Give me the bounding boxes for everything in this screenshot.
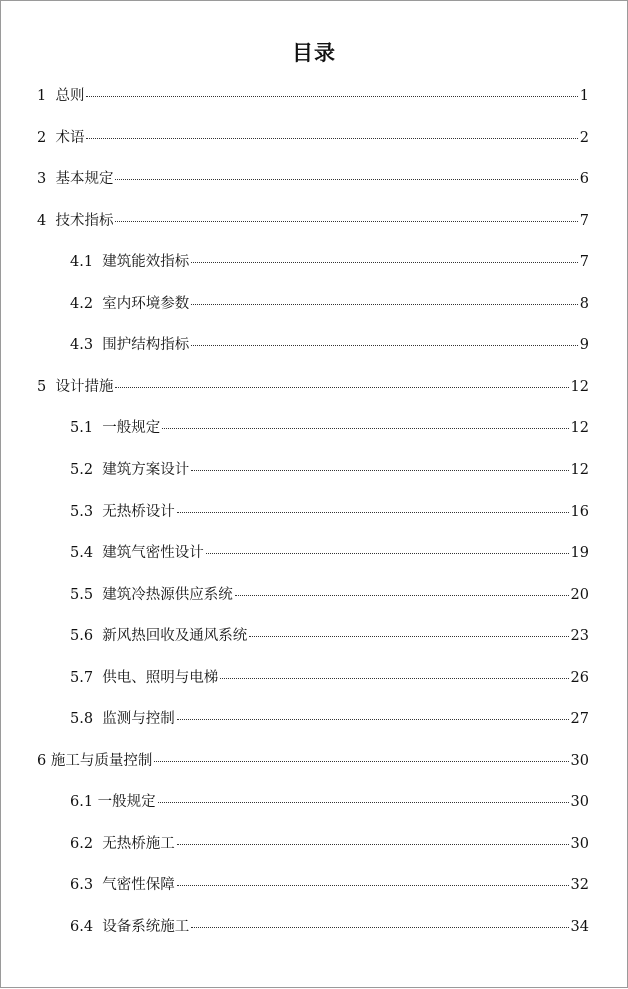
toc-dot-leader <box>206 553 569 554</box>
toc-entry-number: 6.4 <box>70 919 94 935</box>
toc-entry[interactable] <box>37 86 589 106</box>
toc-dot-leader <box>177 885 569 886</box>
toc-entry-page-number: 7 <box>579 254 589 271</box>
toc-entry-number: 5.3 <box>70 503 94 520</box>
toc-dot-leader <box>177 844 569 845</box>
toc-dot-leader <box>191 345 577 346</box>
toc-entry-label: 新风热回收及通风系统 <box>102 628 248 645</box>
toc-entry-spacer <box>93 917 102 937</box>
toc-entry-number: 1 <box>37 88 47 104</box>
toc-dot-leader <box>191 304 577 305</box>
toc-entry-label: 建筑能效指标 <box>102 254 190 271</box>
toc-entry-label: 基本规定 <box>55 171 114 188</box>
toc-entry-number: 6 <box>37 752 47 769</box>
toc-entry-number: 6.2 <box>70 835 94 852</box>
toc-entry-number: 6.1 <box>70 794 94 811</box>
table-of-contents <box>1 1 628 989</box>
toc-entry-page-number: 27 <box>570 711 589 728</box>
toc-entry-page-number: 2 <box>579 129 589 146</box>
toc-entry-spacer <box>93 252 102 272</box>
toc-entry-number: 5.6 <box>70 628 94 645</box>
toc-entry-label: 气密性保障 <box>102 877 175 894</box>
toc-entry-spacer <box>93 709 102 729</box>
toc-entry-spacer <box>93 502 102 522</box>
toc-entry-number: 5.1 <box>70 420 94 437</box>
toc-entry-label: 无热桥设计 <box>102 503 175 520</box>
toc-entry-number: 5.8 <box>70 711 94 728</box>
toc-entry-page-number: 23 <box>570 628 589 645</box>
toc-entry-page-number: 20 <box>570 586 589 603</box>
toc-entry[interactable] <box>37 211 589 231</box>
toc-entry-page-number: 1 <box>579 88 589 104</box>
toc-entry-label: 建筑气密性设计 <box>102 545 204 561</box>
toc-entry-number: 4.2 <box>70 295 94 312</box>
toc-entry-number: 2 <box>37 129 47 146</box>
toc-dot-leader <box>115 221 577 222</box>
toc-dot-leader <box>249 636 568 637</box>
toc-entry-spacer <box>93 834 102 854</box>
toc-dot-leader <box>115 179 577 180</box>
toc-dot-leader <box>177 512 569 513</box>
toc-dot-leader <box>220 678 568 679</box>
toc-dot-leader <box>158 802 569 803</box>
toc-entry[interactable] <box>70 460 589 480</box>
toc-entry-label: 供电、照明与电梯 <box>102 669 219 686</box>
toc-entry-number: 5 <box>37 378 47 395</box>
toc-entry-label: 设计措施 <box>55 378 114 395</box>
toc-entry-label: 监测与控制 <box>102 711 175 728</box>
toc-entry-label: 一般规定 <box>102 420 161 437</box>
toc-entry-page-number: 12 <box>570 378 589 395</box>
toc-entry-spacer <box>93 460 102 480</box>
toc-entry[interactable] <box>70 626 589 646</box>
toc-dot-leader <box>191 262 577 263</box>
toc-entry-number: 6.3 <box>70 877 94 894</box>
toc-entry-label: 设备系统施工 <box>102 919 190 935</box>
toc-entry-page-number: 26 <box>570 669 589 686</box>
toc-dot-leader <box>177 719 569 720</box>
toc-entry-label: 总则 <box>55 88 85 104</box>
toc-entry-spacer <box>93 585 102 605</box>
toc-entry-number: 4 <box>37 212 47 229</box>
toc-entry[interactable] <box>70 418 589 438</box>
toc-entry-page-number: 7 <box>579 212 589 229</box>
toc-entry[interactable] <box>70 834 589 854</box>
toc-entry[interactable] <box>70 335 589 355</box>
toc-entry[interactable] <box>70 543 589 563</box>
toc-entry-spacer <box>46 377 55 397</box>
toc-dot-leader <box>162 428 568 429</box>
toc-entry-spacer <box>46 128 55 148</box>
toc-entry-label: 建筑冷热源供应系统 <box>102 586 233 603</box>
toc-dot-leader <box>86 96 577 97</box>
toc-dot-leader <box>115 387 568 388</box>
toc-dot-leader <box>191 470 568 471</box>
toc-entry-page-number: 9 <box>579 337 589 354</box>
toc-dot-leader <box>235 595 569 596</box>
toc-entry[interactable] <box>70 502 589 522</box>
toc-entry-number: 5.2 <box>70 461 94 478</box>
toc-entry-page-number: 16 <box>570 503 589 520</box>
toc-entry-label: 施工与质量控制 <box>50 752 153 769</box>
toc-entry-page-number: 34 <box>570 919 589 935</box>
toc-entry-spacer <box>93 418 102 438</box>
toc-entry-spacer <box>46 86 55 106</box>
toc-entry-spacer <box>93 626 102 646</box>
toc-entry-page-number: 30 <box>570 835 589 852</box>
toc-dot-leader <box>154 761 568 762</box>
toc-entry-label: 无热桥施工 <box>102 835 175 852</box>
toc-entry-label: 一般规定 <box>97 794 156 811</box>
toc-entry-label: 技术指标 <box>55 212 114 229</box>
toc-entry[interactable] <box>37 128 589 148</box>
page-title: 目录 <box>292 41 336 65</box>
toc-entry[interactable] <box>70 668 589 688</box>
toc-entry[interactable] <box>70 917 589 937</box>
toc-dot-leader <box>86 138 577 139</box>
toc-entry-page-number: 12 <box>570 420 589 437</box>
toc-entry[interactable] <box>37 169 589 189</box>
toc-entry-spacer <box>46 169 55 189</box>
toc-entry-number: 5.7 <box>70 669 94 686</box>
toc-entry-label: 室内环境参数 <box>102 295 190 312</box>
toc-entry-page-number: 8 <box>579 295 589 312</box>
toc-entry[interactable] <box>70 709 589 729</box>
toc-entry-label: 建筑方案设计 <box>102 461 190 478</box>
toc-entry-page-number: 12 <box>570 461 589 478</box>
toc-entry-number: 5.5 <box>70 586 94 603</box>
toc-entry[interactable] <box>70 294 589 314</box>
toc-entry-page-number: 6 <box>579 171 589 188</box>
toc-entry[interactable] <box>70 792 589 812</box>
toc-entry[interactable] <box>70 875 589 895</box>
toc-entry-spacer <box>93 294 102 314</box>
toc-entry-number: 5.4 <box>70 545 94 561</box>
toc-entry-spacer <box>46 211 55 231</box>
toc-entry-page-number: 32 <box>570 877 589 894</box>
toc-entry-number: 4.1 <box>70 254 94 271</box>
toc-entry[interactable] <box>70 585 589 605</box>
toc-entry[interactable] <box>70 252 589 272</box>
toc-entry-number: 4.3 <box>70 337 94 354</box>
toc-entry-spacer <box>93 335 102 355</box>
toc-entry-number: 3 <box>37 171 47 188</box>
toc-entry-page-number: 30 <box>570 794 589 811</box>
toc-entry-label: 术语 <box>55 129 85 146</box>
toc-entry[interactable] <box>37 377 589 397</box>
toc-dot-leader <box>191 927 568 928</box>
toc-entry-page-number: 30 <box>570 752 589 769</box>
toc-entry-spacer <box>93 875 102 895</box>
toc-entry-label: 围护结构指标 <box>102 337 190 354</box>
toc-entry-spacer <box>93 668 102 688</box>
toc-entry-spacer <box>93 543 102 563</box>
toc-entry[interactable] <box>37 751 589 771</box>
toc-entry-page-number: 19 <box>570 545 589 561</box>
